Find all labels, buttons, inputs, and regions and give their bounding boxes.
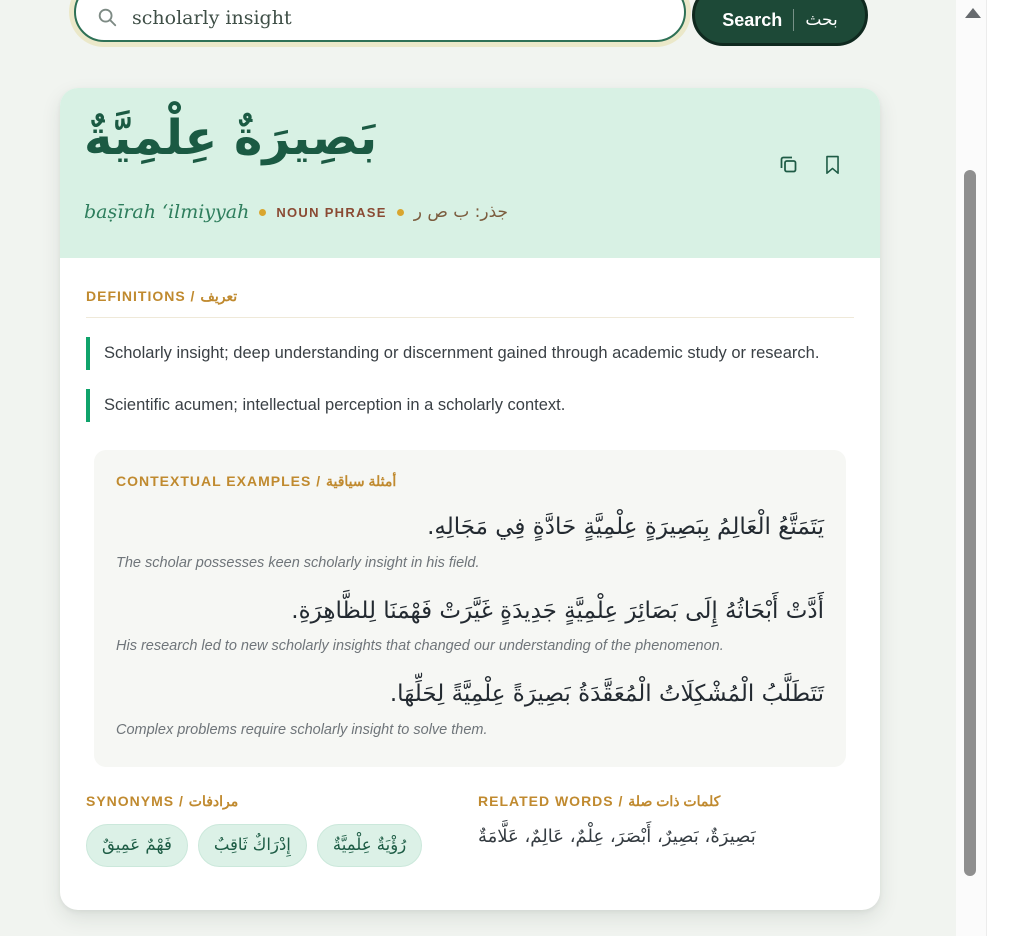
entry-header [60,88,880,258]
example-arabic: أَدَّتْ أَبْحَاثُهُ إِلَى بَصَائِرَ عِلْمِيَّةٍ جَدِيدَةٍ غَيَّرَتْ فَهْمَنَا لِلظَّاهِرَةِ. [291,597,824,624]
example-translation: His research led to new scholarly insights that changed our understanding of the phenomenon. [116,638,724,655]
synonyms-section [86,793,478,866]
bookmark-button[interactable] [823,154,842,175]
entry-card [60,88,880,910]
transliteration: baṣīrah ‘ilmiyyah [84,201,250,223]
entry-meta [84,201,508,223]
definition-item: Scholarly insight; deep understanding or discernment gained through academic study or research. [86,337,828,370]
synonym-chip-list [86,824,478,866]
bottom-sections [86,793,854,866]
right-margin [986,0,1024,936]
synonym-chip[interactable]: فَهْمٌ عَمِيقٌ [86,824,188,866]
scroll-up-icon[interactable] [965,8,981,18]
definitions-heading: DEFINITIONS / تعريف [86,288,238,304]
search-bar [74,0,686,42]
related-words-text: بَصِيرَةٌ، بَصِيرٌ، أَبْصَرَ، عِلْمٌ، عَالِمٌ، عَلَّامَةٌ [478,826,756,848]
copy-button[interactable] [778,154,799,175]
entry-body [60,288,880,867]
example-translation: The scholar possesses keen scholarly insight in his field. [116,554,480,571]
search-button-divider [793,9,794,31]
related-words-section [478,793,854,853]
search-button[interactable] [692,0,868,46]
separator-dot-icon [259,209,266,216]
synonym-chip[interactable]: رُؤْيَةٌ عِلْمِيَّةٌ [317,824,422,866]
scrollbar-thumb[interactable] [964,170,976,876]
copy-icon [778,154,799,175]
search-icon [96,6,118,28]
bookmark-icon [823,154,842,175]
example-translation: Complex problems require scholarly insight to solve them. [116,721,488,738]
search-button-label-arabic: بحث [805,10,838,30]
example-arabic: تَتَطَلَّبُ الْمُشْكِلَاتُ الْمُعَقَّدَةُ بَصِيرَةً عِلْمِيَّةً لِحَلِّهَا. [389,681,824,708]
related-words-heading: RELATED WORDS / كلمات ذات صلة [478,793,721,810]
examples-heading: CONTEXTUAL EXAMPLES / أمثلة سياقية [116,473,397,490]
entry-actions [778,154,842,175]
root-label: جذر: ب ص ر [413,202,509,222]
synonym-chip[interactable]: إِدْرَاكٌ ثَاقِبٌ [198,824,307,866]
synonyms-heading: SYNONYMS / مرادفات [86,793,239,810]
example-arabic: يَتَمَتَّعُ الْعَالِمُ بِبَصِيرَةٍ عِلْمِيَّةٍ حَادَّةٍ فِي مَجَالِهِ. [427,514,824,541]
search-button-label: Search [722,9,783,30]
contextual-examples-section [94,450,846,767]
definitions-section-heading-row [86,288,854,318]
part-of-speech-label: NOUN PHRASE [276,204,387,220]
separator-dot-icon [397,209,404,216]
headword-arabic: بَصِيرَةٌ عِلْمِيَّةٌ [84,110,378,166]
search-input[interactable] [132,7,664,29]
definition-item: Scientific acumen; intellectual perception in a scholarly context. [86,389,828,422]
